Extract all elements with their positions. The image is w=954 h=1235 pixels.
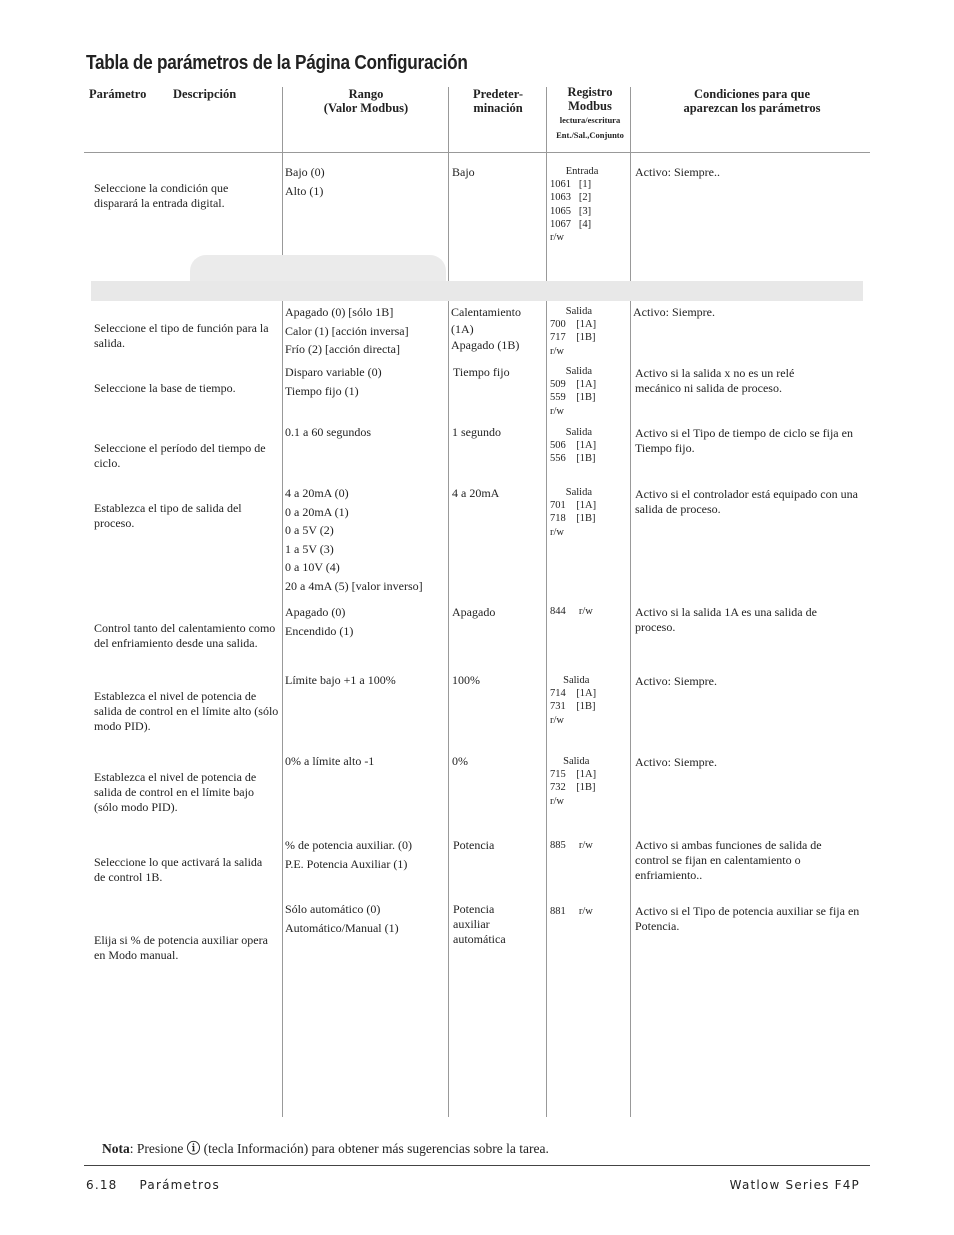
row-range (285, 303, 445, 359)
header-condition-line2: aparezcan los parámetros (683, 101, 821, 115)
header-register (548, 85, 632, 143)
header-param: Parámetro (89, 87, 147, 101)
row-description: Seleccione lo que activará la salida de control 1B. (94, 855, 263, 884)
row-description: Control tanto del calentamiento como del enfriamiento desde una salida. (94, 621, 276, 650)
page-title: Tabla de parámetros de la Página Configuración (86, 52, 468, 74)
header-rule (84, 152, 870, 153)
row-range (285, 163, 445, 200)
range-option: 0% a límite alto -1 (285, 754, 375, 768)
row-default: Apagado (452, 605, 496, 619)
row-condition: Activo: Siempre. (635, 674, 717, 688)
header-default-line1: Predeter- (473, 87, 523, 101)
header-register-line1: Registro (567, 85, 613, 99)
row-register: 885 r/w (550, 840, 593, 851)
row-description: Establezca el nivel de potencia de salida de control en el límite bajo (sólo modo PID). (94, 770, 257, 814)
row-range (285, 423, 445, 442)
range-option: 0 a 20mA (1) (285, 504, 349, 519)
range-option: Sólo automático (0) (285, 902, 381, 916)
row-register: Entrada 1061 [1] 1063 [2] 1065 [3] 1067 [4] r/w (550, 166, 599, 244)
row-register: Salida 701 [1A] 718 [1B] r/w (550, 487, 597, 538)
header-range-line1: Rango (348, 87, 384, 101)
range-option: Frío (2) [acción directa] (285, 342, 400, 356)
row-description: Seleccione la base de tiempo. (94, 381, 236, 395)
note-label: Nota (102, 1141, 130, 1156)
row-default: Potencia auxiliar automática (453, 902, 506, 946)
range-option: P.E. Potencia Auxiliar (1) (285, 856, 408, 871)
column-divider (448, 87, 449, 1117)
row-register: 844 r/w (550, 606, 593, 617)
row-condition: Activo: Siempre. (635, 755, 717, 769)
range-option: Apagado (0) (285, 605, 346, 619)
row-description: Seleccione el tipo de función para la salida. (94, 321, 269, 350)
range-option: Calor (1) [acción inversa] (285, 323, 409, 338)
section-band (91, 281, 863, 301)
header-range-line2: (Valor Modbus) (323, 101, 409, 115)
range-option: Límite bajo +1 a 100% (285, 673, 396, 687)
range-option: 4 a 20mA (0) (285, 486, 349, 500)
header-register-line4: Ent./Sal.,Conjunto (556, 130, 624, 140)
row-condition: Activo si la salida 1A es una salida de proceso. (635, 605, 817, 634)
row-condition: Activo: Siempre. (633, 305, 715, 319)
row-default: 0% (452, 754, 468, 768)
row-range (285, 752, 445, 771)
range-option: 20 a 4mA (5) [valor inverso] (285, 578, 423, 593)
row-register: Salida 506 [1A] 556 [1B] (550, 427, 597, 465)
parameter-tab-shape (190, 255, 446, 281)
row-range (285, 671, 445, 690)
row-default: 1 segundo (452, 425, 501, 439)
header-default-line2: minación (473, 101, 523, 115)
row-condition: Activo si la salida x no es un relé mecánico ni salida de proceso. (635, 366, 795, 395)
range-option: Disparo variable (0) (285, 365, 382, 379)
header-register-line2: Modbus (568, 99, 612, 113)
row-description: Elija si % de potencia auxiliar opera en Modo manual. (94, 933, 268, 962)
row-register: Salida 700 [1A] 717 [1B] r/w (550, 306, 597, 357)
range-option: % de potencia auxiliar. (0) (285, 838, 412, 852)
note-text-after: (tecla Información) para obtener más sugerencias sobre la tarea. (203, 1141, 549, 1156)
row-default: Calentamiento (1A) Apagado (1B) (451, 305, 521, 352)
row-default: 100% (452, 673, 480, 687)
row-condition: Activo si el Tipo de potencia auxiliar se fija en Potencia. (635, 904, 860, 933)
note (102, 1140, 549, 1158)
footer-section: Parámetros (139, 1178, 220, 1192)
footer-left (86, 1178, 220, 1192)
row-range (285, 603, 445, 640)
row-register: Salida 715 [1A] 732 [1B] r/w (550, 756, 597, 807)
range-option: Tiempo fijo (1) (285, 383, 359, 398)
row-default: 4 a 20mA (452, 486, 500, 500)
row-condition: Activo si el Tipo de tiempo de ciclo se fija en Tiempo fijo. (635, 426, 853, 455)
footer-product: Watlow Series F4P (729, 1178, 860, 1192)
column-divider (630, 87, 631, 1117)
header-default (453, 87, 543, 115)
header-desc: Descripción (173, 87, 237, 101)
range-option: Encendido (1) (285, 623, 354, 638)
row-condition: Activo: Siempre.. (635, 165, 720, 179)
column-divider (282, 87, 283, 1117)
range-option: Automático/Manual (1) (285, 920, 399, 935)
row-range (285, 363, 445, 400)
range-option: Apagado (0) [sólo 1B] (285, 305, 394, 319)
row-description: Seleccione la condición que disparará la entrada digital. (94, 181, 229, 210)
info-key-icon: ⓘ (186, 1141, 201, 1156)
row-default: Tiempo fijo (453, 365, 510, 379)
row-description: Seleccione el período del tiempo de ciclo. (94, 441, 266, 470)
range-option: 1 a 5V (3) (285, 541, 334, 556)
row-default: Bajo (452, 165, 475, 179)
header-condition (636, 87, 868, 115)
column-divider (546, 87, 547, 1117)
row-register: 881 r/w (550, 906, 593, 917)
footer-page-number: 6.18 (86, 1178, 118, 1192)
range-option: 0 a 10V (4) (285, 560, 340, 574)
header-condition-line1: Condiciones para que (694, 87, 810, 101)
footer-rule (84, 1165, 870, 1166)
row-register: Salida 714 [1A] 731 [1B] r/w (550, 675, 597, 726)
range-option: Bajo (0) (285, 165, 325, 179)
header-range (290, 87, 442, 115)
note-text-before: : Presione (129, 1141, 184, 1156)
row-register: Salida 509 [1A] 559 [1B] r/w (550, 366, 597, 417)
header-register-line3: lectura/escritura (559, 115, 621, 125)
row-range (285, 836, 445, 873)
range-option: 0 a 5V (2) (285, 523, 334, 537)
row-description: Establezca el nivel de potencia de salida de control en el límite alto (sólo modo PID). (94, 689, 279, 733)
range-option: 0.1 a 60 segundos (285, 425, 371, 439)
row-range (285, 900, 445, 937)
row-description: Establezca el tipo de salida del proceso. (94, 501, 242, 530)
row-condition: Activo si ambas funciones de salida de control se fijan en calentamiento o enfriamiento.. (635, 838, 822, 882)
row-range (285, 484, 447, 595)
range-option: Alto (1) (285, 183, 324, 198)
row-default: Potencia (453, 838, 495, 852)
row-condition: Activo si el controlador está equipado con una salida de proceso. (635, 487, 858, 516)
